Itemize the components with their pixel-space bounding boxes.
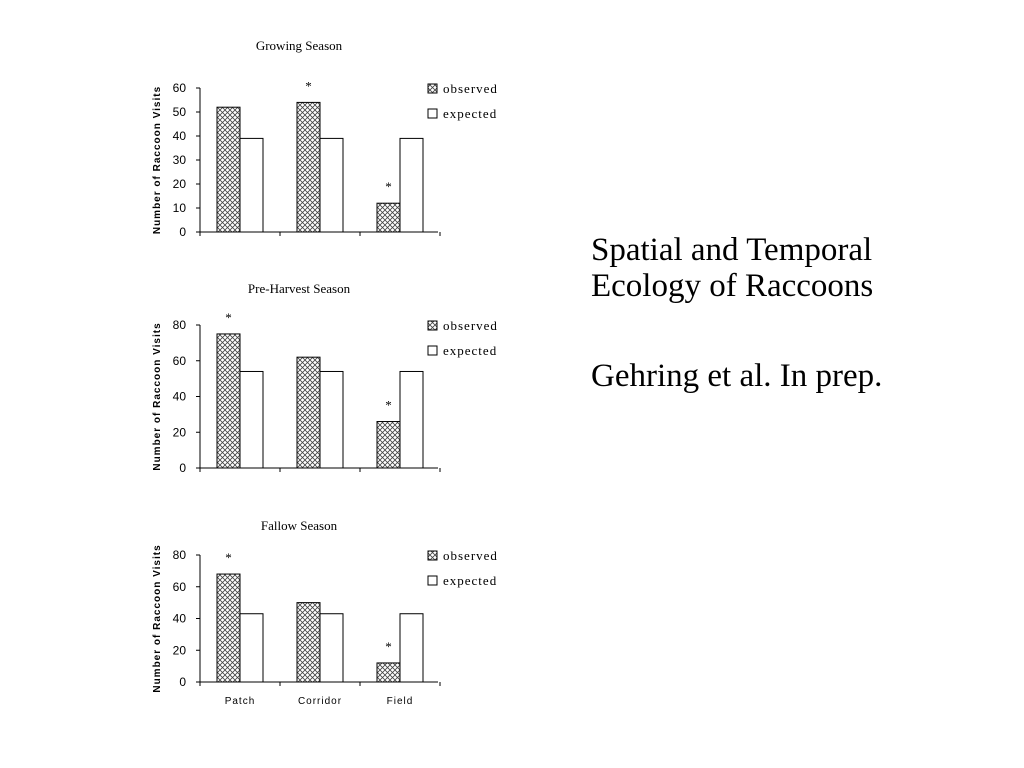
chart-3-y-tick-label: 40: [172, 611, 186, 626]
chart-3-bar-observed-corridor: [297, 603, 320, 682]
chart-3-bar-expected-corridor: [320, 614, 343, 682]
chart-1-y-tick-label: 0: [179, 225, 186, 239]
chart-2-bar-observed-patch: [217, 334, 240, 468]
chart-2-title: Pre-Harvest Season: [247, 281, 351, 296]
chart-1-significance-marker: *: [305, 78, 312, 94]
chart-2-y-tick-label: 40: [172, 389, 186, 404]
chart-3-x-category-label: Patch: [224, 696, 256, 707]
chart-1-title: Growing Season: [255, 38, 343, 53]
chart-2-y-axis-label: Number of Raccoon Visits: [152, 322, 163, 471]
citation: Gehring et al. In prep.: [591, 358, 883, 394]
chart-3-bar-expected-patch: [240, 614, 263, 682]
chart-1-y-tick-label: 50: [172, 105, 186, 119]
chart-1-y-tick-label: 20: [172, 177, 186, 191]
chart-1-bar-observed-field: [377, 203, 400, 232]
slide-text-block: [591, 232, 1011, 394]
slide-title-line-2: Ecology of Raccoons: [591, 268, 874, 304]
chart-1-bar-expected-field: [400, 138, 423, 232]
chart-3-y-tick-label: 20: [172, 643, 186, 658]
chart-1-legend-observed-label: observed: [443, 81, 498, 96]
chart-1-legend-expected-swatch: [428, 109, 437, 118]
chart-1-significance-marker: *: [385, 179, 392, 195]
chart-3-significance-marker: *: [225, 550, 232, 566]
chart-2-bar-expected-field: [400, 371, 423, 468]
chart-3-bar-expected-field: [400, 614, 423, 682]
chart-2-bar-expected-corridor: [320, 371, 343, 468]
chart-3-y-tick-label: 0: [179, 675, 186, 689]
chart-2-significance-marker: *: [225, 309, 232, 325]
chart-2-legend-expected-label: expected: [443, 343, 498, 358]
chart-3-y-tick-label: 60: [172, 579, 186, 594]
chart-1-bar-observed-corridor: [297, 102, 320, 232]
chart-1-legend-observed-swatch: [428, 84, 437, 93]
chart-2-significance-marker: *: [385, 397, 392, 413]
chart-3-y-tick-label: 80: [172, 548, 186, 562]
chart-3-legend-expected-label: expected: [443, 573, 498, 588]
chart-1-y-tick-label: 40: [172, 129, 186, 143]
chart-2-y-tick-label: 0: [179, 461, 186, 475]
chart-3-title: Fallow Season: [260, 518, 338, 533]
chart-1-bar-observed-patch: [217, 107, 240, 232]
chart-2-legend-observed-label: observed: [443, 318, 498, 333]
chart-2-legend-expected-swatch: [428, 346, 437, 355]
chart-2-bar-expected-patch: [240, 371, 263, 468]
chart-1-bar-expected-corridor: [320, 138, 343, 232]
chart-3-legend-expected-swatch: [428, 576, 437, 585]
chart-3-legend-observed-label: observed: [443, 548, 498, 563]
chart-2-bar-observed-corridor: [297, 357, 320, 468]
chart-3-x-category-label: Corridor: [297, 696, 343, 707]
chart-1-y-axis-label: Number of Raccoon Visits: [152, 85, 163, 235]
chart-1-bar-expected-patch: [240, 138, 263, 232]
chart-2-y-tick-label: 80: [172, 318, 186, 332]
chart-1-y-tick-label: 60: [172, 81, 186, 95]
chart-1-y-tick-label: 30: [172, 153, 186, 167]
chart-3-bar-observed-field: [377, 663, 400, 682]
chart-2-legend-observed-swatch: [428, 321, 437, 330]
chart-3-x-category-label: Field: [386, 696, 414, 707]
chart-3-legend-observed-swatch: [428, 551, 437, 560]
chart-2-bar-observed-field: [377, 422, 400, 468]
slide-title-line-1: Spatial and Temporal: [591, 232, 873, 268]
chart-3-significance-marker: *: [385, 638, 392, 654]
chart-3-bar-observed-patch: [217, 574, 240, 682]
chart-2-y-tick-label: 60: [172, 353, 186, 368]
chart-1-y-tick-label: 10: [172, 201, 186, 215]
chart-2-y-tick-label: 20: [172, 425, 186, 440]
chart-3-y-axis-label: Number of Raccoon Visits: [152, 544, 163, 693]
chart-1-legend-expected-label: expected: [443, 106, 498, 121]
